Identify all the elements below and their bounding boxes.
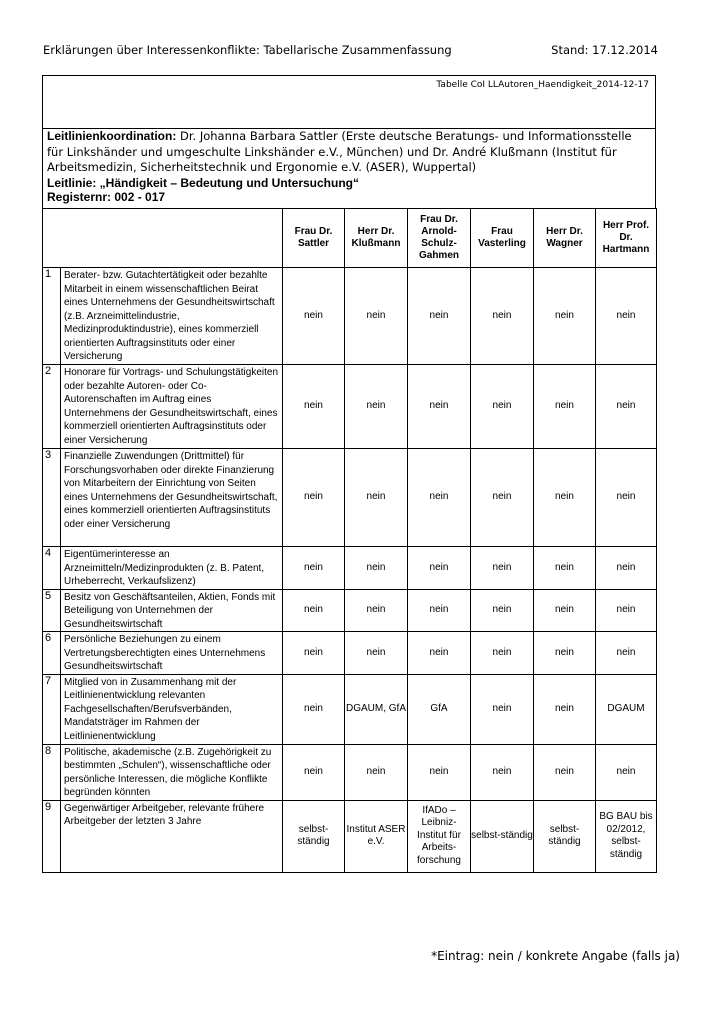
row-description: Besitz von Geschäftsanteilen, Aktien, Fonds mit Beteiligung von Unternehmen der Gesundheitswirtschaft — [61, 589, 283, 632]
document-title: Erklärungen über Interessenkonflikte: Tabellarische Zusammenfassung — [43, 43, 452, 57]
table-id: Tabelle CoI LLAutoren_Haendigkeit_2014-12-17 — [436, 80, 649, 90]
value-cell: nein — [471, 674, 534, 744]
value-cell: nein — [408, 547, 471, 590]
table-row — [43, 547, 657, 590]
value-cell: GfA — [408, 674, 471, 744]
register-number: Registernr: 002 - 017 — [47, 189, 166, 204]
coordination-label: Leitlinienkoordination: — [47, 129, 177, 143]
value-cell: nein — [345, 268, 408, 365]
row-description: Berater- bzw. Gutachtertätigkeit oder bezahlte Mitarbeit in einem wissenschaftlichen Beirat eines Unternehmens der Gesundheitswirtschaft (z.B. Arzneimittelindustrie, Medizinproduktindustrie), eines kommerziell orientierten Auftragsinstituts oder einer Versicherung — [61, 268, 283, 365]
row-description: Finanzielle Zuwendungen (Drittmittel) für Forschungsvorhaben oder direkte Finanzierung von Mitarbeitern der Einrichtung von Seiten eines Unternehmens der Gesundheitswirtschaft, eines kommerziell orientierten Auftragsinstituts oder einer Versicherung — [61, 449, 283, 547]
value-cell: nein — [471, 449, 534, 547]
coi-table — [42, 208, 657, 873]
table-row — [43, 268, 657, 365]
value-cell: Institut ASER e.V. — [345, 800, 408, 872]
row-number: 5 — [43, 589, 61, 632]
table-row — [43, 744, 657, 800]
value-cell: nein — [345, 365, 408, 449]
value-cell: nein — [471, 744, 534, 800]
value-cell: selbst-ständig — [534, 800, 596, 872]
value-cell: nein — [283, 632, 345, 675]
column-header: Herr Dr. Klußmann — [345, 209, 408, 268]
value-cell: nein — [408, 268, 471, 365]
column-header: Herr Dr. Wagner — [534, 209, 596, 268]
value-cell: nein — [283, 547, 345, 590]
value-cell: selbst-ständig — [283, 800, 345, 872]
value-cell: nein — [596, 632, 657, 675]
value-cell: selbst-ständig — [471, 800, 534, 872]
row-number: 6 — [43, 632, 61, 675]
row-number: 7 — [43, 674, 61, 744]
table-row — [43, 365, 657, 449]
table-id-frame — [42, 75, 656, 129]
row-description: Persönliche Beziehungen zu einem Vertretungsberechtigten eines Unternehmens Gesundheitswirtschaft — [61, 632, 283, 675]
value-cell: nein — [283, 365, 345, 449]
row-number: 1 — [43, 268, 61, 365]
value-cell: nein — [345, 589, 408, 632]
value-cell: nein — [596, 589, 657, 632]
column-header: Frau Vasterling — [471, 209, 534, 268]
value-cell: nein — [283, 674, 345, 744]
coordination-text: Dr. Johanna Barbara Sattler (Erste deutsche Beratungs- und Informationsstelle für Linkshänder und umgeschulte Linkshänder e.V., München) und Dr. André Klußmann (Institut für Arbeitsmedizin, Sicherheitstechnik und Ergonomie e.V. (ASER), Wuppertal) — [47, 129, 632, 174]
value-cell: nein — [345, 449, 408, 547]
value-cell: nein — [408, 365, 471, 449]
table-row — [43, 632, 657, 675]
value-cell: BG BAU bis 02/2012, selbst-ständig — [596, 800, 657, 872]
value-cell: IfADo – Leibniz-Institut für Arbeits-forschung — [408, 800, 471, 872]
value-cell: nein — [283, 449, 345, 547]
value-cell: nein — [408, 589, 471, 632]
table-row — [43, 589, 657, 632]
value-cell: nein — [534, 268, 596, 365]
value-cell: nein — [534, 674, 596, 744]
row-description: Politische, akademische (z.B. Zugehörigkeit zu bestimmten „Schulen“), wissenschaftliche oder persönliche Interessen, die mögliche Konflikte begründen könnten — [61, 744, 283, 800]
footer-note: *Eintrag: nein / konkrete Angabe (falls ja) — [431, 949, 680, 963]
row-description: Mitglied von in Zusammenhang mit der Leitlinienentwicklung relevanten Fachgesellschaften/Berufsverbänden, Mandatsträger im Rahmen der Leitlinienentwicklung — [61, 674, 283, 744]
value-cell: nein — [408, 449, 471, 547]
table-row — [43, 800, 657, 872]
value-cell: nein — [471, 365, 534, 449]
value-cell: nein — [534, 547, 596, 590]
value-cell: nein — [596, 365, 657, 449]
value-cell: nein — [596, 268, 657, 365]
guideline-title: Leitlinie: „Händigkeit – Bedeutung und Untersuchung“ — [47, 175, 360, 190]
value-cell: DGAUM — [596, 674, 657, 744]
value-cell: nein — [345, 632, 408, 675]
value-cell: nein — [471, 547, 534, 590]
column-header: Frau Dr. Arnold-Schulz-Gahmen — [408, 209, 471, 268]
row-number: 2 — [43, 365, 61, 449]
value-cell: nein — [471, 589, 534, 632]
table-row — [43, 674, 657, 744]
value-cell: nein — [534, 365, 596, 449]
table-header-row — [43, 209, 657, 268]
row-number: 3 — [43, 449, 61, 547]
value-cell: nein — [596, 744, 657, 800]
row-description: Honorare für Vortrags- und Schulungstätigkeiten oder bezahlte Autoren- oder Co-Autorenschaften im Auftrag eines Unternehmens der Gesundheitswirtschaft, eines kommerziell orientierten Auftragsinstituts oder einer Versicherung — [61, 365, 283, 449]
column-header: Herr Prof. Dr. Hartmann — [596, 209, 657, 268]
value-cell: nein — [408, 744, 471, 800]
coordination-block — [42, 128, 656, 209]
value-cell: nein — [345, 547, 408, 590]
row-description: Gegenwärtiger Arbeitgeber, relevante frühere Arbeitgeber der letzten 3 Jahre — [61, 800, 283, 872]
value-cell: DGAUM, GfA — [345, 674, 408, 744]
value-cell: nein — [534, 744, 596, 800]
document-date: Stand: 17.12.2014 — [551, 43, 658, 57]
row-description: Eigentümerinteresse an Arzneimitteln/Medizinprodukten (z. B. Patent, Urheberrecht, Verkaufslizenz) — [61, 547, 283, 590]
value-cell: nein — [283, 268, 345, 365]
row-number: 9 — [43, 800, 61, 872]
value-cell: nein — [534, 632, 596, 675]
header-empty-cell — [43, 209, 283, 268]
value-cell: nein — [596, 449, 657, 547]
value-cell: nein — [471, 632, 534, 675]
table-row — [43, 449, 657, 547]
row-number: 8 — [43, 744, 61, 800]
row-number: 4 — [43, 547, 61, 590]
value-cell: nein — [471, 268, 534, 365]
value-cell: nein — [408, 632, 471, 675]
column-header: Frau Dr. Sattler — [283, 209, 345, 268]
value-cell: nein — [596, 547, 657, 590]
value-cell: nein — [345, 744, 408, 800]
value-cell: nein — [283, 589, 345, 632]
value-cell: nein — [534, 449, 596, 547]
value-cell: nein — [534, 589, 596, 632]
value-cell: nein — [283, 744, 345, 800]
